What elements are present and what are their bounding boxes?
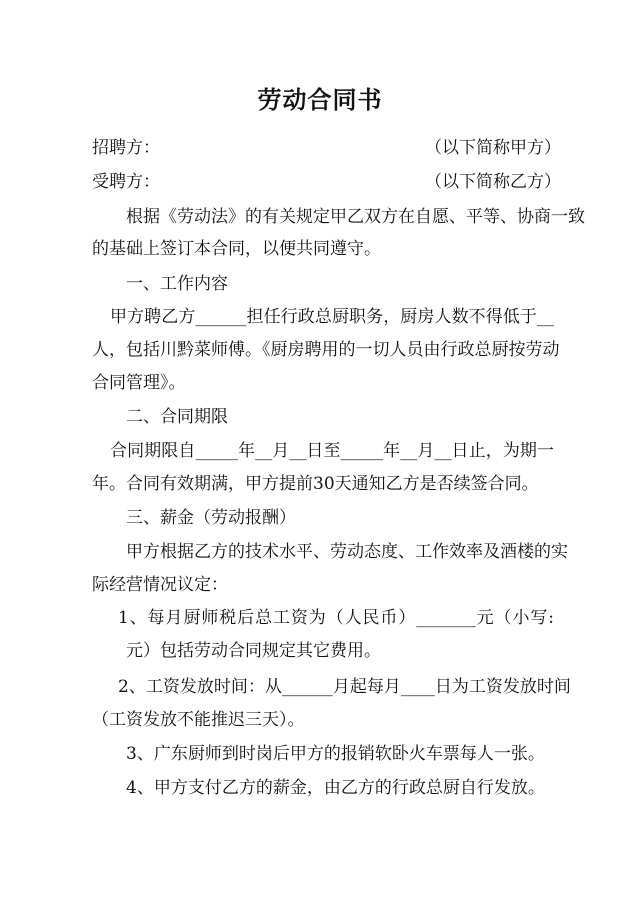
employer-note: （以下简称甲方） xyxy=(425,138,561,158)
section-paragraph-line: 甲方根据乙方的技术水平、劳动态度、工作效率及酒楼的实 xyxy=(126,542,568,562)
section-paragraph-line: 际经营情况议定： xyxy=(92,575,228,595)
intro-line: 的基础上签订本合同，以便共同遵守。 xyxy=(92,239,381,259)
salary-item: 3、广东厨师到时岗后甲方的报销软卧火车票每人一张。 xyxy=(126,744,545,764)
salary-item: 4、甲方支付乙方的薪金，由乙方的行政总厨自行发放。 xyxy=(126,778,545,798)
section-paragraph-line: 人，包括川黔菜师傅。《厨房聘用的一切人员由行政总厨按劳动 xyxy=(92,340,560,360)
document-title: 劳动合同书 xyxy=(257,85,383,114)
intro-line: 根据《劳动法》的有关规定甲乙双方在自愿、平等、协商一致 xyxy=(126,207,585,227)
section-heading: 二、合同期限 xyxy=(126,407,228,427)
employee-note: （以下简称乙方） xyxy=(425,172,561,192)
section-heading: 一、工作内容 xyxy=(126,274,228,294)
section-paragraph-line: 年。合同有效期满，甲方提前30天通知乙方是否续签合同。 xyxy=(92,474,539,494)
salary-item: 1、每月厨师税后总工资为（人民币）_______元（小写: xyxy=(118,608,554,628)
salary-item: 元）包括劳动合同规定其它费用。 xyxy=(126,641,381,661)
section-paragraph-line: 合同期限自_____年__月__日至_____年__月__日止，为期一 xyxy=(110,441,554,461)
section-heading: 三、薪金（劳动报酬） xyxy=(126,508,296,528)
salary-item: 2、工资发放时间：从______月起每月____日为工资发放时间 xyxy=(118,677,571,697)
salary-item: （工资发放不能推迟三天）。 xyxy=(92,710,305,730)
section-paragraph-line: 甲方聘乙方______担任行政总厨职务，厨房人数不得低于__ xyxy=(110,307,554,327)
employee-label: 受聘方： xyxy=(92,172,160,192)
section-paragraph-line: 合同管理》。 xyxy=(92,373,186,393)
employer-label: 招聘方： xyxy=(92,138,160,158)
